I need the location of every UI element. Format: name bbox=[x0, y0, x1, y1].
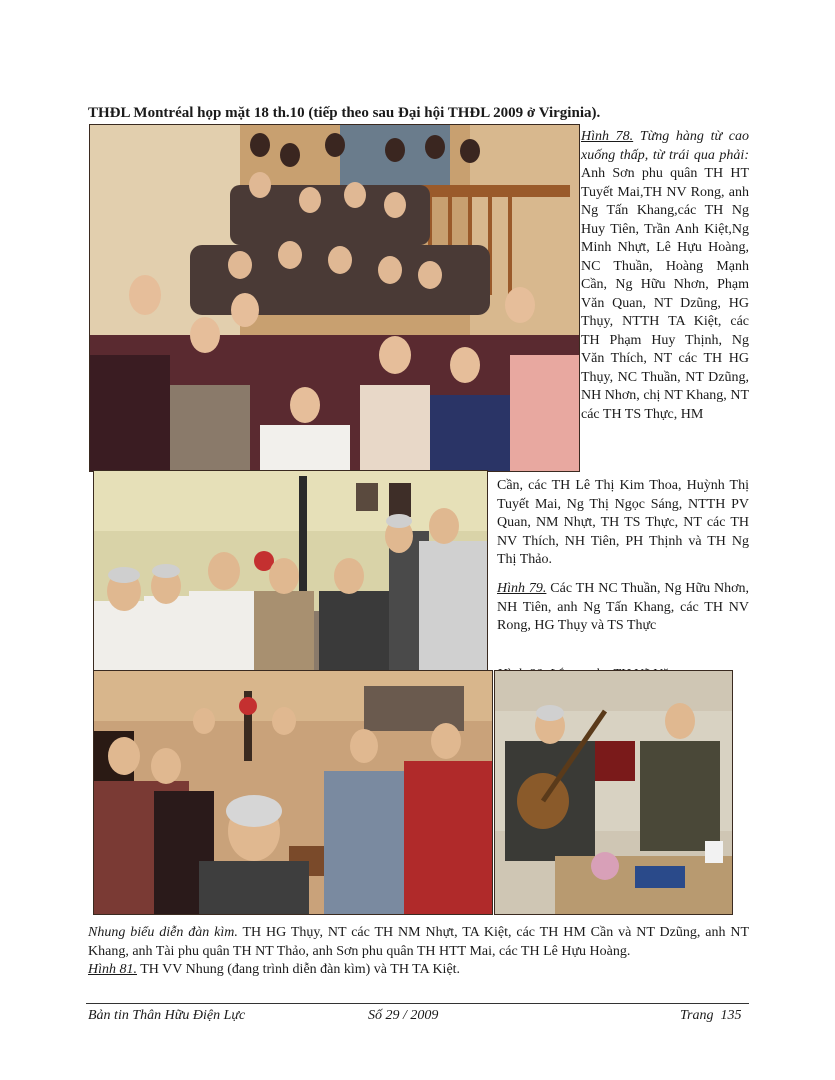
caption-figure-78-continued bbox=[497, 477, 749, 570]
figure-78-text-continued: Cần, các TH Lê Thị Kim Thoa, Huỳnh Thị Tuyết Mai, Ng Thị Ngọc Sáng, NTTH PV Quan, NM Nhựt, TH TS Thực, NT các TH NV Thích, NH Tiên, PH Thịnh và TH Ng Thị Thảo. bbox=[497, 478, 749, 567]
photo-men-seated-image bbox=[94, 471, 487, 671]
figure-81-label: Hình 81. bbox=[88, 962, 137, 977]
caption-figure-79 bbox=[497, 580, 749, 636]
figure-78-label: Hình 78. bbox=[581, 129, 634, 144]
figure-78-lead: Từng hàng từ cao xuống thấp, từ trái qua phải: bbox=[581, 129, 749, 163]
photo-group-staircase-image bbox=[90, 125, 579, 471]
figure-79-text: Các TH NC Thuần, Ng Hữu Nhơn, NH Tiên, anh Ng Tấn Khang, các TH NV Rong, HG Thụy và TS Thực bbox=[497, 581, 750, 633]
figure-81-text: TH VV Nhung (đang trình diễn đàn kìm) và TH TA Kiệt. bbox=[137, 962, 461, 977]
footer-divider bbox=[86, 1003, 749, 1004]
caption-figure-78 bbox=[581, 128, 749, 424]
photo-group-staircase bbox=[89, 124, 580, 472]
figure-80-text: TH HG Thụy, NT các TH NM Nhựt, TA Kiệt, các TH HM Cần và NT Dzũng, anh NT Khang, anh Tài phu quân TH NT Thảo, anh Sơn phu quân TH HTT Mai, các TH Lê Hựu Hoàng. bbox=[88, 925, 749, 959]
figure-79-label: Hình 79. bbox=[497, 581, 547, 596]
footer-publication: Bản tin Thân Hữu Điện Lực bbox=[88, 1008, 246, 1023]
photo-musician-playing bbox=[494, 670, 733, 915]
figure-78-text: Anh Sơn phu quân TH HT Tuyết Mai,TH NV Rong, anh Ng Tấn Khang,các TH Ng Huy Tiên, Trần Anh Kiệt,Ng Minh Nhựt, Lê Hựu Hoàng, NC Thuần, Hoàng Mạnh Cần, Ng Hữu Nhơn, Phạm Văn Quan, NT Dzũng, HG Thụy, NTTH TA Kiệt, các TH Phạm Huy Thịnh, Ng Văn Thích, NT các TH HG Thụy, NC Thuần, NT Dzũng, NH Nhơn, chị NT Khang, NT các TH TS Thực, HM bbox=[581, 166, 749, 422]
footer-page-number: Trang 135 bbox=[680, 1008, 742, 1023]
page-heading: THĐL Montréal họp mặt 18 th.10 (tiếp theo sau Đại hội THĐL 2009 ở Virginia). bbox=[88, 105, 601, 121]
footer-issue: Số 29 / 2009 bbox=[368, 1008, 439, 1023]
photo-audience-listening bbox=[93, 670, 493, 915]
photo-men-seated bbox=[93, 470, 488, 672]
photo-musician-playing-image bbox=[495, 671, 732, 914]
caption-figure-80-81 bbox=[88, 924, 749, 980]
photo-audience-listening-image bbox=[94, 671, 492, 914]
figure-80-continued: Nhung biểu diễn đàn kìm. bbox=[88, 925, 238, 940]
